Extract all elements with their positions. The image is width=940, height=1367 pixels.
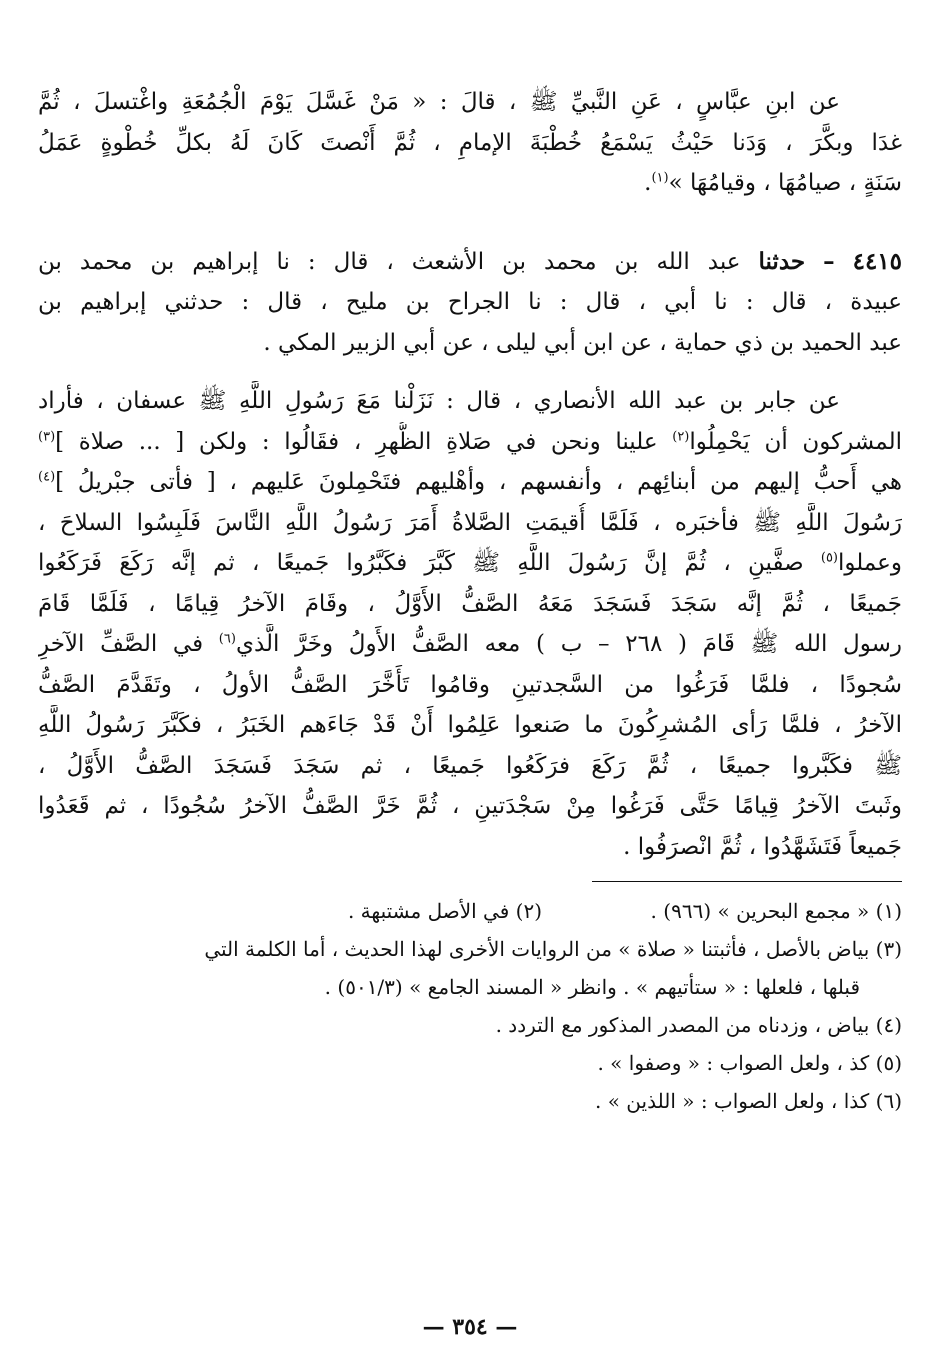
footnote-6: (٦) كذا ، ولعل الصواب : « اللذين » . bbox=[595, 1089, 902, 1113]
page-number: — ٣٥٤ — bbox=[422, 1314, 518, 1340]
text-line: غدَا وبكَّرَ ، وَدَنا حَيْثُ يَسْمَعُ خُطْبَةَ الإمامِ ، ثُمَّ أَنْصتَ كَانَ لَهُ بكلِّ خُطْوةٍ عَمَلُ bbox=[38, 129, 902, 156]
footnote-marker: (٥) bbox=[820, 550, 838, 566]
text-line: جَميعًا ، ثُمَّ إنَّه سَجَدَ فَسَجَدَ مَعَهُ الصَّفُّ الأَوَّلُ ، وقَامَ الآخرُ قِيامًا ، فَلَمَّا قَامَ bbox=[38, 590, 902, 617]
footnote-3-continuation: قبلها ، فلعلها : « ستأتيهم » . وانظر « المسند الجامع » (٥٠١/٣) . bbox=[324, 975, 860, 999]
footnotes bbox=[38, 892, 902, 1120]
footnote-1: (١) « مجمع البحرين » (٩٦٦) . bbox=[650, 899, 902, 923]
hadith-lead-word: حدثنا bbox=[758, 247, 806, 275]
text-line: رَسُولَ اللَّهِ ﷺ فأخبَره ، فَلَمَّا أُقيمَتِ الصَّلاةُ أَمَرَ رَسُولُ اللَّهِ النَّاسَ فَلَبِسُوا السلاحَ ، bbox=[38, 509, 902, 536]
text-segment: هي أَحبُّ إليهم من أبنائِهم ، وأنفسهم ، وأهْليهم فتَحْمِلونَ عَليهم ، [ فأتى جبْريلُ ] bbox=[55, 469, 902, 495]
text-line bbox=[38, 462, 902, 503]
book-page bbox=[38, 72, 902, 1342]
footnote-row bbox=[38, 1006, 902, 1044]
footnote-row bbox=[38, 892, 902, 930]
footnote-row bbox=[38, 930, 902, 968]
footnote-2: (٢) في الأصل مشتبهة . bbox=[347, 899, 542, 923]
footnote-row bbox=[38, 1082, 902, 1120]
footnote-5: (٥) كذ ، ولعل الصواب : « وصفوا » . bbox=[597, 1051, 902, 1075]
footnote-marker: (١) bbox=[651, 170, 669, 186]
line-end-punctuation: . bbox=[644, 170, 652, 196]
footnote-3: (٣) بياض بالأصل ، فأثبتنا « صلاة » من الروايات الأخرى لهذا الحديث ، أما الكلمة التي bbox=[204, 937, 902, 961]
hadith-text-paragraph-2 bbox=[38, 381, 902, 867]
text-line: وثَبتَ الآخرُ قِيامًا حَتَّى فَرَغُوا مِنْ سَجْدَتينِ ، ثُمَّ خَرَّ الصَّفُّ الآخرُ سُجُودًا ، ثم قَعَدُوا bbox=[38, 793, 902, 819]
text-segment: في الصَّفِّ الآخرِ bbox=[38, 631, 204, 657]
text-segment: المشركون أن يَحْمِلُوا bbox=[689, 428, 902, 455]
text-segment: وعملوا bbox=[838, 550, 902, 576]
text-line-content: سَنَةٍ ، صيامُهَا ، وقيامُهَا » bbox=[668, 170, 902, 196]
text-line: عبيدة ، قال : نا أبي ، قال : نا الجراح بن مليح ، قال : حدثني إبراهيم بن bbox=[38, 289, 902, 315]
text-line bbox=[38, 242, 902, 283]
text-line: عن جابر بن عبد الله الأنصاري ، قال : نَزَلْنا مَعَ رَسُولِ اللَّهِ ﷺ عسفان ، فأراد bbox=[38, 388, 840, 414]
footnote-marker: (٦) bbox=[218, 631, 236, 647]
text-line bbox=[38, 624, 902, 665]
footnote-marker: (٤) bbox=[38, 469, 56, 485]
footnote-separator bbox=[592, 881, 902, 882]
text-segment: صفَّينِ ، ثُمَّ إنَّ رَسُولَ اللَّهِ ﷺ كَبَّرَ فكَبَّرُوا جَميعًا ، ثم إنَّه رَكَعَ فَرَكَعُوا bbox=[38, 550, 804, 576]
text-line bbox=[38, 422, 902, 463]
text-line: ﷺ فكَبَّروا جميعًا ، ثُمَّ رَكَعَ فرَكَعُوا جَميعًا ، ثم سَجَدَ فَسَجَدَ الصَّفُّ الأَوَّلُ ، bbox=[38, 752, 902, 779]
text-line bbox=[38, 543, 902, 584]
text-line: سُجودًا ، فلمَّا فَرَغُوا من السَّجدتينِ وقامُوا تَأَخَّرَ الصَّفُّ الأولُ ، وتَقَدَّمَ الصَّفُّ bbox=[38, 671, 902, 698]
text-line: الآخرُ ، فلمَّا رَأى المُشرِكُونَ ما صَنعوا عَلِمُوا أَنْ قَدْ جَاءَهم الخَبَرُ ، فكَبَّرَ رَسُولُ اللَّهِ bbox=[38, 712, 902, 738]
hadith-isnad-paragraph bbox=[38, 242, 902, 364]
hadith-dash: – bbox=[823, 247, 835, 275]
hadith-number: ٤٤١٥ bbox=[852, 247, 902, 275]
footnote-4: (٤) بياض ، وزدناه من المصدر المذكور مع التردد . bbox=[495, 1013, 902, 1037]
hadith-text-paragraph-1 bbox=[38, 82, 902, 204]
text-line bbox=[38, 163, 902, 204]
text-segment: رسول الله ﷺ قَامَ ( ٢٦٨ – ب ) معه الصَّفُّ الأَولُ وخَرَّ الَّذي bbox=[235, 631, 902, 657]
text-line-content: عبد الله بن محمد بن الأشعث ، قال : نا إبراهيم بن محمد بن bbox=[38, 248, 741, 275]
footnote-marker: (٣) bbox=[38, 428, 56, 444]
footnote-marker: (٢) bbox=[672, 428, 690, 444]
footnote-row bbox=[38, 1044, 902, 1082]
text-segment: علينا ونحن في صَلاةِ الظُّهرِ ، فقَالُوا : ولكن [ ... صلاة ] bbox=[55, 428, 658, 455]
text-line: جَميعاً فَتَشَهَّدُوا ، ثُمَّ انْصرَفُوا . bbox=[623, 833, 902, 860]
text-line: عن ابنِ عبَّاسٍ ، عَنِ النَّبيِّ ﷺ ، قالَ : « مَنْ غَسَّلَ يَوْمَ الْجُمُعَةِ واغْتسلَ ، ثُمَّ bbox=[38, 89, 840, 115]
text-line: عبد الحميد بن ذي حماية ، عن ابن أبي ليلى ، عن أبي الزبير المكي . bbox=[263, 329, 902, 356]
